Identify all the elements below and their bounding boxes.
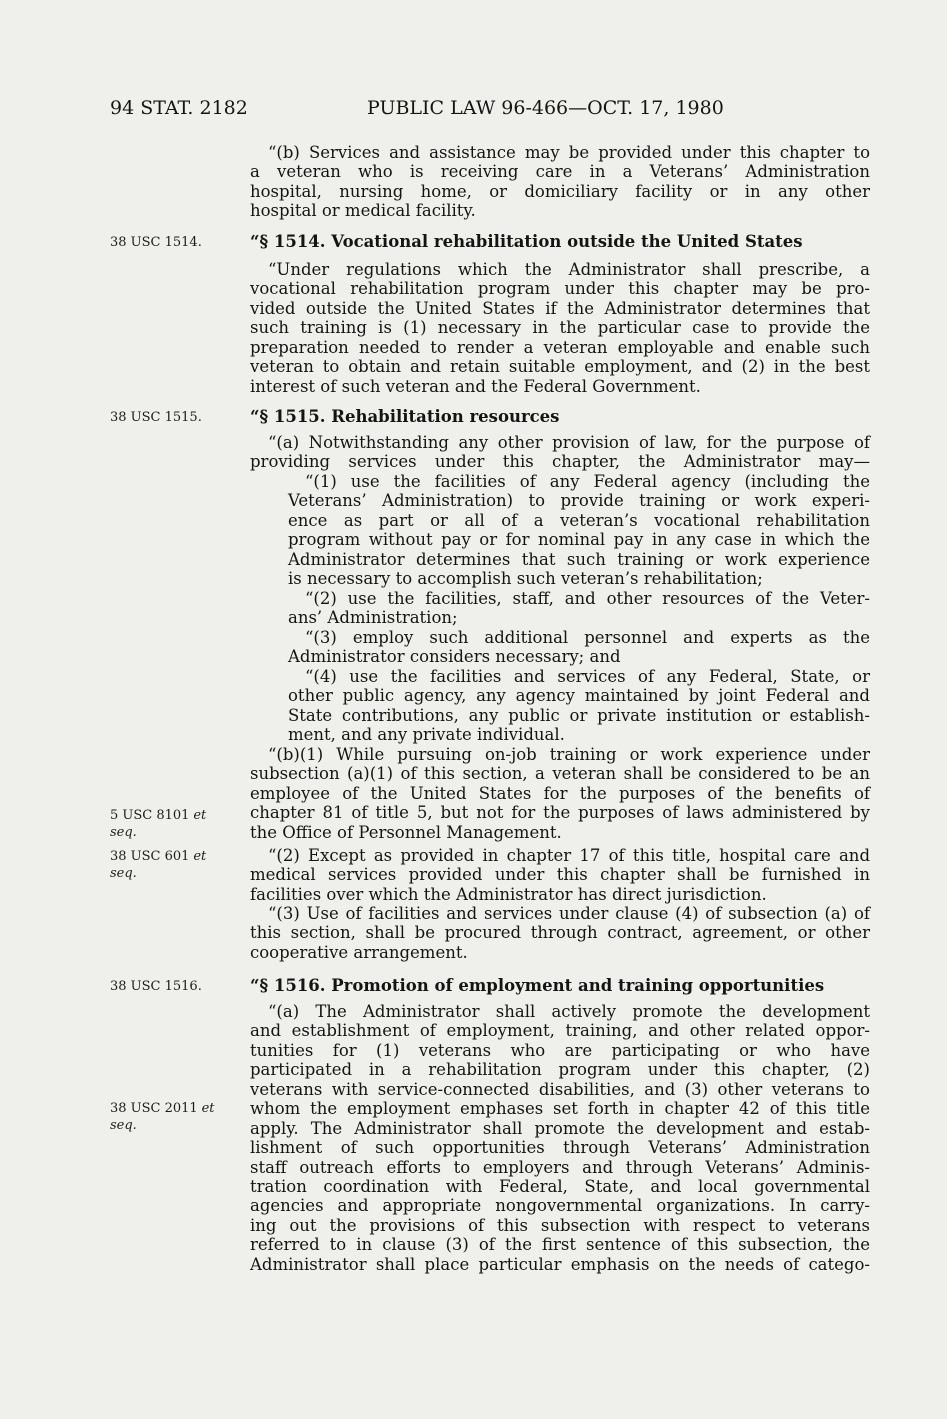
- margin-note-cite: 5 USC 8101: [110, 807, 190, 823]
- text-line: Veterans’ Administration) to provide training or work experi-: [288, 491, 870, 511]
- text-line: hospital or medical facility.: [250, 201, 476, 221]
- text-line: such training is (1) necessary in the particular case to provide the: [250, 318, 870, 338]
- text-line: program without pay or for nominal pay in any case in which the: [288, 530, 870, 550]
- text-line: subsection (a)(1) of this section, a veteran shall be considered to be an: [250, 764, 870, 784]
- text-line: “(3) employ such additional personnel and experts as the: [305, 628, 870, 647]
- text-line: ing out the provisions of this subsection with respect to veterans: [250, 1215, 870, 1235]
- margin-note-et: et: [201, 1100, 215, 1116]
- public-law-title: PUBLIC LAW 96-466—OCT. 17, 1980: [367, 97, 724, 119]
- text-line: Administrator considers necessary; and: [288, 647, 621, 667]
- text-line: referred to in clause (3) of the first sentence of this subsection, the: [250, 1235, 870, 1255]
- text-line: medical services provided under this chapter shall be furnished in: [250, 865, 870, 885]
- section-1516-heading: “§ 1516. Promotion of employment and training opportunities: [250, 976, 825, 995]
- text-line: lishment of such opportunities through Veterans’ Administration: [250, 1138, 870, 1158]
- margin-note-38-usc-1515: 38 USC 1515.: [110, 409, 202, 425]
- text-line: other public agency, any agency maintained by joint Federal and: [288, 686, 870, 706]
- text-line: “(a) The Administrator shall actively promote the development: [268, 1002, 870, 1021]
- margin-note-38-usc-601: [110, 848, 206, 882]
- margin-note-38-usc-1514: 38 USC 1514.: [110, 234, 202, 250]
- text-line: ment, and any private individual.: [288, 725, 565, 745]
- text-line: apply. The Administrator shall promote the development and estab-: [250, 1118, 870, 1138]
- margin-note-38-usc-1516: 38 USC 1516.: [110, 978, 202, 994]
- text-line: employee of the United States for the purposes of the benefits of: [250, 783, 870, 803]
- text-line: a veteran who is receiving care in a Veterans’ Administration: [250, 162, 870, 182]
- paragraph-1515-b-1: [250, 745, 870, 842]
- text-line: this section, shall be procured through contract, agreement, or other: [250, 923, 870, 943]
- text-line: staff outreach efforts to employers and through Veterans’ Adminis-: [250, 1157, 870, 1177]
- text-line: tration coordination with Federal, State, and local governmental: [250, 1176, 870, 1196]
- text-line: tunities for (1) veterans who are participating or who have: [250, 1040, 870, 1060]
- text-line: “(b)(1) While pursuing on-job training or work experience under: [268, 745, 870, 764]
- text-line: ans’ Administration;: [288, 608, 458, 628]
- text-line: chapter 81 of title 5, but not for the purposes of laws administered by: [250, 803, 870, 823]
- text-line: State contributions, any public or private institution or establish-: [288, 705, 870, 725]
- text-line: Administrator determines that such training or work experience: [288, 549, 870, 569]
- text-line: veteran to obtain and retain suitable employment, and (2) in the best: [250, 357, 870, 377]
- text-line: cooperative arrangement.: [250, 942, 468, 962]
- text-line: the Office of Personnel Management.: [250, 822, 562, 842]
- margin-note-et: et: [193, 807, 207, 823]
- text-line: “(a) Notwithstanding any other provision of law, for the purpose of: [268, 433, 870, 452]
- text-line: Administrator shall place particular emphasis on the needs of catego-: [250, 1254, 870, 1274]
- stat-page-number: 94 STAT. 2182: [110, 97, 248, 119]
- text-line: facilities over which the Administrator has direct jurisdiction.: [250, 884, 767, 904]
- text-line: whom the employment emphases set forth in chapter 42 of this title: [250, 1099, 870, 1119]
- margin-note-seq: seq.: [110, 865, 137, 881]
- paragraph-1515-b-3: [250, 904, 870, 962]
- paragraph-1514: [250, 260, 870, 396]
- margin-note-cite: 38 USC 2011: [110, 1100, 198, 1116]
- margin-note-5-usc-8101: [110, 807, 206, 841]
- margin-note-cite: 38 USC 601: [110, 848, 190, 864]
- text-line: ence as part or all of a veteran’s vocational rehabilitation: [288, 510, 870, 530]
- text-line: vocational rehabilitation program under this chapter may be pro-: [250, 279, 870, 299]
- text-line: is necessary to accomplish such veteran’s rehabilitation;: [288, 569, 763, 589]
- text-line: interest of such veteran and the Federal Government.: [250, 376, 701, 396]
- section-1514-heading: “§ 1514. Vocational rehabilitation outside the United States: [250, 232, 803, 251]
- paragraph-1515-b-2: [250, 846, 870, 904]
- text-line: “Under regulations which the Administrator shall prescribe, a: [268, 260, 870, 279]
- text-line: providing services under this chapter, the Administrator may—: [250, 452, 870, 472]
- paragraph-1515-a-2: [288, 589, 870, 628]
- paragraph-1515-a-1: [288, 472, 870, 589]
- text-line: hospital, nursing home, or domiciliary facility or in any other: [250, 181, 870, 201]
- paragraph-1515-a-3: [288, 628, 870, 667]
- text-line: “(2) use the facilities, staff, and other resources of the Veter-: [305, 589, 870, 608]
- text-line: participated in a rehabilitation program under this chapter, (2): [250, 1060, 870, 1080]
- paragraph-1515-a-4: [288, 667, 870, 745]
- margin-note-38-usc-2011: [110, 1100, 215, 1134]
- margin-note-et: et: [193, 848, 207, 864]
- text-line: “(1) use the facilities of any Federal agency (including the: [305, 472, 870, 491]
- margin-note-seq: seq.: [110, 1117, 137, 1133]
- paragraph-1515-a: [250, 433, 870, 472]
- text-line: veterans with service-connected disabilities, and (3) other veterans to: [250, 1079, 870, 1099]
- text-line: vided outside the United States if the Administrator determines that: [250, 298, 870, 318]
- text-line: “(b) Services and assistance may be provided under this chapter to: [268, 143, 870, 162]
- text-line: “(2) Except as provided in chapter 17 of this title, hospital care and: [268, 846, 870, 865]
- paragraph-1513-b: [250, 143, 870, 221]
- text-line: preparation needed to render a veteran employable and enable such: [250, 337, 870, 357]
- text-line: “(3) Use of facilities and services under clause (4) of subsection (a) of: [268, 904, 870, 923]
- section-1515-heading: “§ 1515. Rehabilitation resources: [250, 407, 560, 426]
- margin-note-seq: seq.: [110, 824, 137, 840]
- paragraph-1516-a: [250, 1002, 870, 1274]
- text-line: “(4) use the facilities and services of any Federal, State, or: [305, 667, 870, 686]
- text-line: agencies and appropriate nongovernmental organizations. In carry-: [250, 1196, 870, 1216]
- text-line: and establishment of employment, training, and other related oppor-: [250, 1021, 870, 1041]
